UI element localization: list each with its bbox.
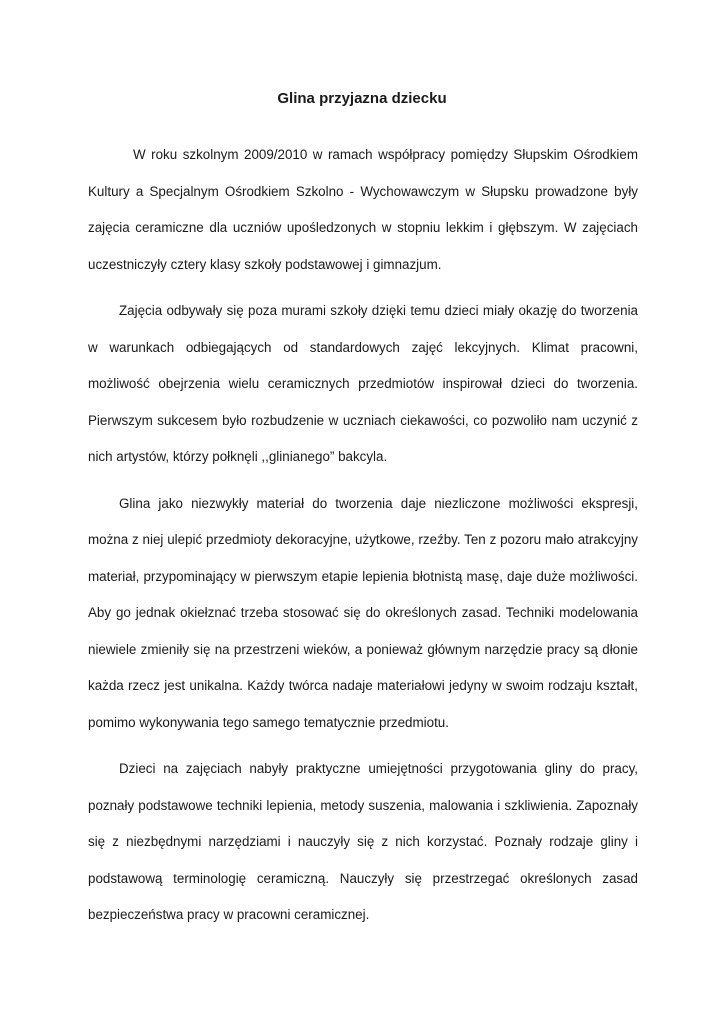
paragraph-4: Dzieci na zajęciach nabyły praktyczne umiejętności przygotowania gliny do pracy, poznały podstawowe techniki lepienia, metody suszenia, malowania i szkliwienia. Zapoznały się z niezbędnymi narzędziami i nauczyły się z nich korzystać. Poznały rodzaje gliny i podstawową terminologię ceramiczną. Nauczyły się przestrzegać określonych zasad bezpieczeństwa pracy w pracowni ceramicznej. <box>88 761 638 922</box>
document-body <box>88 137 638 934</box>
paragraph-1: W roku szkolnym 2009/2010 w ramach współpracy pomiędzy Słupskim Ośrodkiem Kultury a Specjalnym Ośrodkiem Szkolno - Wychowawczym w Słupsku prowadzone były zajęcia ceramiczne dla uczniów upośledzonych w stopniu lekkim i głębszym. W zajęciach uczestniczyły cztery klasy szkoły podstawowej i gimnazjum. <box>88 147 638 272</box>
paragraph-2: Zajęcia odbywały się poza murami szkoły dzięki temu dzieci miały okazję do tworzenia w warunkach odbiegających od standardowych zajęć lekcyjnych. Klimat pracowni, możliwość obejrzenia wielu ceramicznych przedmiotów inspirował dzieci do tworzenia. Pierwszym sukcesem było rozbudzenie w uczniach ciekawości, co pozwoliło nam uczynić z nich artystów, którzy połknęli ,,glinianego” bakcyla. <box>88 303 638 464</box>
paragraph-3: Glina jako niezwykły materiał do tworzenia daje niezliczone możliwości ekspresji, można z niej ulepić przedmioty dekoracyjne, użytkowe, rzeźby. Ten z pozoru mało atrakcyjny materiał, przypominający w pierwszym etapie lepienia błotnistą masę, daje duże możliwości. Aby go jednak okiełznać trzeba stosować się do określonych zasad. Techniki modelowania niewiele zmieniły się na przestrzeni wieków, a ponieważ głównym narzędzie pracy są dłonie każda rzecz jest unikalna. Każdy twórca nadaje materiałowi jedyny w swoim rodzaju kształt, pomimo wykonywania tego samego tematycznie przedmiotu. <box>88 495 638 730</box>
document-title: Glina przyjazna dziecku <box>277 90 447 107</box>
